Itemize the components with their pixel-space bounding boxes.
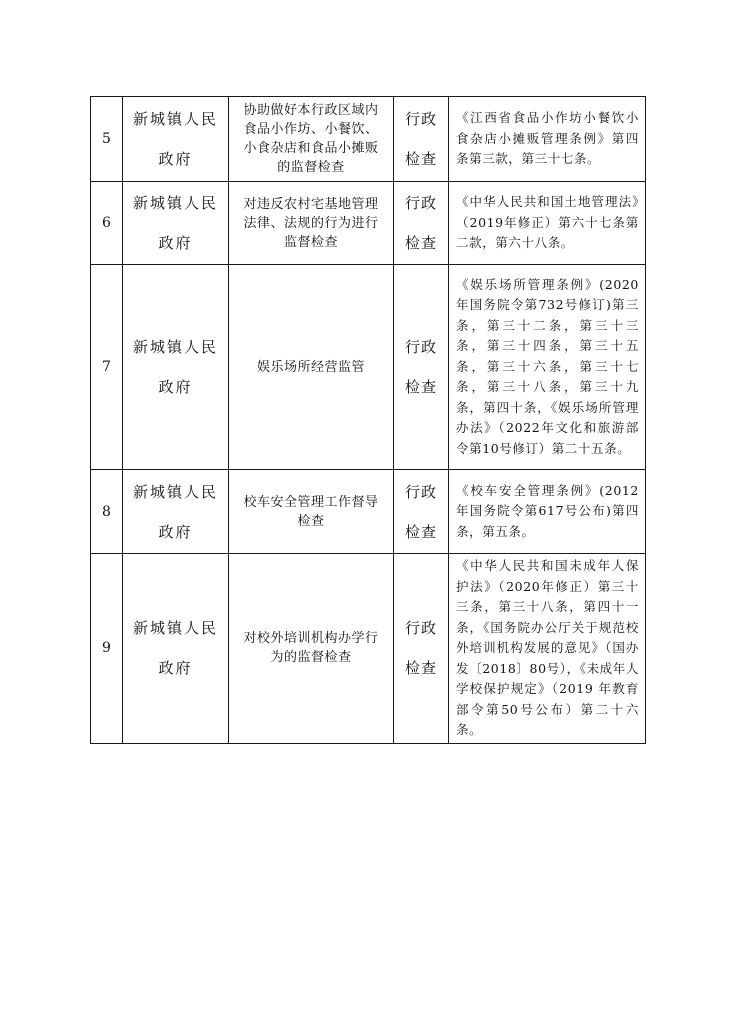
inspection-item: 协助做好本行政区域内食品小作坊、小餐饮、小食杂店和食品小摊贩的监督检查	[229, 97, 394, 182]
type-line-2: 检查	[404, 659, 437, 678]
power-type	[394, 554, 449, 744]
row-number: 9	[91, 554, 123, 744]
table-row	[91, 265, 646, 470]
inspection-item: 对违反农村宅基地管理法律、法规的行为进行监督检查	[229, 182, 394, 265]
power-type	[394, 470, 449, 554]
type-line-1: 行政	[404, 194, 437, 212]
organ-line-1: 新城镇人民	[132, 338, 218, 356]
responsible-organ	[123, 554, 229, 744]
organ-line-1: 新城镇人民	[132, 619, 218, 638]
power-type	[394, 265, 449, 470]
responsible-organ	[123, 470, 229, 554]
inspection-item: 娱乐场所经营监管	[229, 265, 394, 470]
row-number: 5	[91, 97, 123, 182]
legal-basis: 《校车安全管理条例》(2012年国务院令第617号公布)第四条，第五条。	[449, 470, 646, 554]
organ-line-1: 新城镇人民	[132, 194, 218, 212]
type-line-2: 检查	[404, 234, 437, 252]
responsible-organ	[123, 265, 229, 470]
table-row	[91, 470, 646, 554]
organ-line-2: 政府	[158, 150, 193, 168]
type-line-1: 行政	[404, 338, 437, 356]
row-number: 7	[91, 265, 123, 470]
organ-line-1: 新城镇人民	[132, 482, 218, 501]
legal-basis: 《娱乐场所管理条例》(2020年国务院令第732号修订)第三条，第三十二条，第三十三条，第三十四条，第三十五条，第三十六条，第三十七条，第三十八条，第三十九条，第四十条，《娱乐场所管理办法》（2022年文化和旅游部令第10号修订）第二十五条。	[449, 265, 646, 470]
table-row	[91, 97, 646, 182]
table-row	[91, 182, 646, 265]
power-type	[394, 182, 449, 265]
type-line-1: 行政	[404, 110, 437, 128]
legal-basis: 《中华人民共和国未成年人保护法》（2020年修正）第三十三条，第三十八条，第四十一条，《国务院办公厅关于规范校外培训机构发展的意见》（国办发〔2018〕80号），《未成年人学校保护规定》（2019 年教育部令第50号公布）第二十六条。	[449, 554, 646, 744]
responsible-organ	[123, 182, 229, 265]
legal-basis: 《中华人民共和国土地管理法》（2019年修正）第六十七条第二款，第六十八条。	[449, 182, 646, 265]
organ-line-1: 新城镇人民	[132, 110, 218, 128]
inspection-item: 校车安全管理工作督导检查	[229, 470, 394, 554]
table-row	[91, 554, 646, 744]
responsible-organ	[123, 97, 229, 182]
power-type	[394, 97, 449, 182]
type-line-2: 检查	[404, 150, 437, 168]
type-line-2: 检查	[404, 378, 437, 396]
row-number: 6	[91, 182, 123, 265]
type-line-2: 检查	[404, 522, 437, 541]
inspection-item: 对校外培训机构办学行为的监督检查	[229, 554, 394, 744]
enforcement-items-table	[90, 96, 646, 744]
type-line-1: 行政	[404, 482, 437, 501]
legal-basis: 《江西省食品小作坊小餐饮小食杂店小摊贩管理条例》第四条第三款，第三十七条。	[449, 97, 646, 182]
organ-line-2: 政府	[158, 522, 193, 541]
row-number: 8	[91, 470, 123, 554]
organ-line-2: 政府	[158, 378, 193, 396]
organ-line-2: 政府	[158, 234, 193, 252]
type-line-1: 行政	[404, 619, 437, 638]
organ-line-2: 政府	[158, 659, 193, 678]
